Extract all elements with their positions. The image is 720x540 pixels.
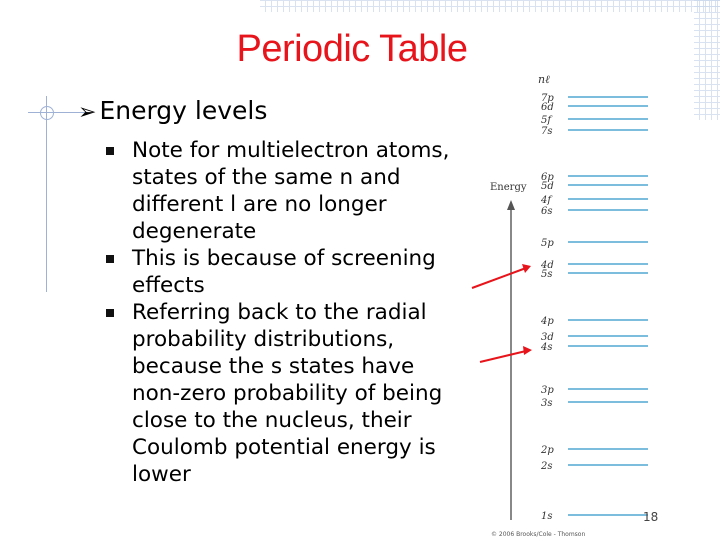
level-label-1s: 1s (541, 511, 553, 522)
slide-title: Periodic Table (236, 28, 468, 70)
level-label-6p: 6p (541, 172, 554, 183)
level-label-4f: 4f (541, 195, 552, 206)
red-arrow-lower (480, 351, 526, 362)
arrow-right-icon: ➢ (78, 100, 97, 125)
level-label-3d: 3d (541, 332, 554, 343)
red-arrow-upper (472, 268, 526, 288)
level-label-4s: 4s (541, 342, 553, 353)
level-label-3s: 3s (541, 398, 553, 409)
level-label-5d: 5d (541, 181, 554, 192)
level-label-7s: 7s (541, 126, 553, 137)
level-label-6s: 6s (541, 206, 553, 217)
bullet-text: This is because of screening effects (132, 246, 436, 298)
red-arrowhead-lower (523, 346, 532, 355)
level-label-3p: 3p (541, 385, 554, 396)
level-group (540, 93, 648, 522)
level-label-5f: 5f (541, 115, 552, 126)
energy-axis-arrowhead (507, 200, 515, 210)
level-label-2s: 2s (541, 461, 553, 472)
level-label-7p: 7p (541, 93, 554, 104)
bullet-text: Note for multielectron atoms, states of the same n and different l are no longer degenerate (132, 138, 450, 244)
energy-axis-label: Energy (490, 182, 527, 193)
level-label-5p: 5p (541, 238, 554, 249)
level-label-4p: 4p (541, 316, 554, 327)
level-label-2p: 2p (541, 445, 554, 456)
page-number: 18 (643, 510, 659, 524)
bullet-text: Referring back to the radial probability distributions, because the s states have non-zero probability of being close to the nucleus, their Coulomb potential energy is lower (132, 300, 443, 487)
level-label-5s: 5s (541, 269, 553, 280)
heading-text: Energy levels (99, 96, 268, 125)
copyright-note: © 2006 Brooks/Cole - Thomson (491, 531, 586, 538)
level-label-6d: 6d (541, 102, 554, 113)
column-header: nℓ (538, 73, 550, 86)
level-label-4d: 4d (541, 260, 554, 271)
